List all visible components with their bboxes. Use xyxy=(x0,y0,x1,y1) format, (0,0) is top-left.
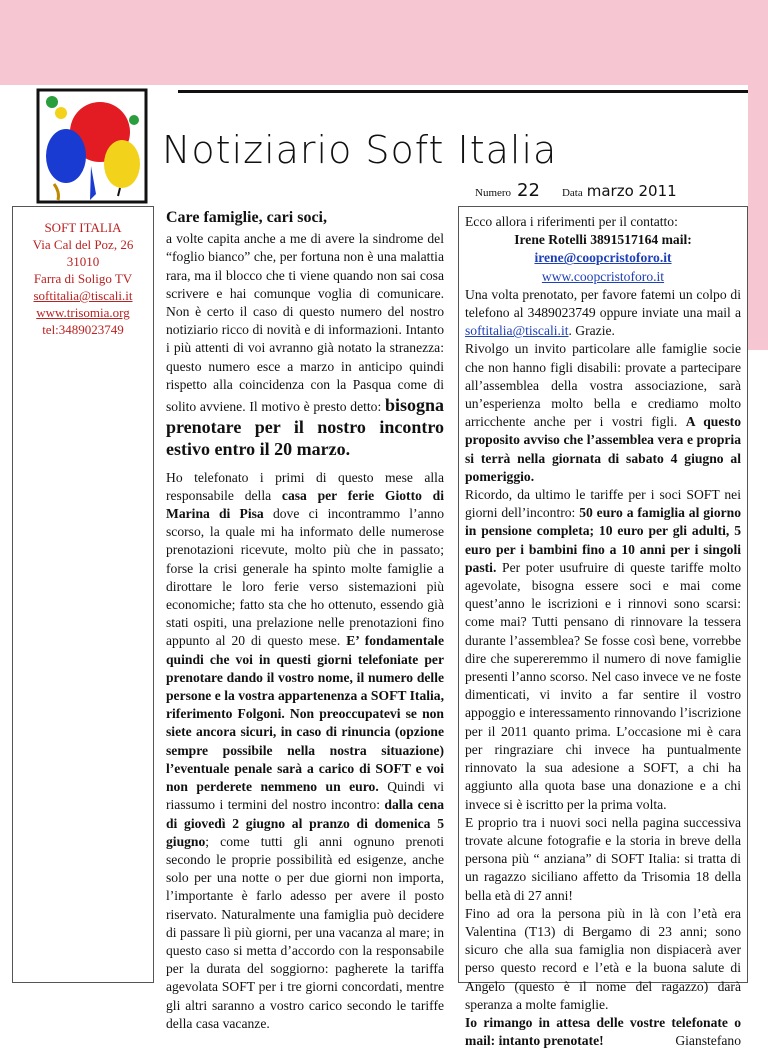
paragraph-invite: Rivolgo un invito particolare alle famiglie socie che non hanno figli disabili: provate a partecipare all’assemblea della vostra associazione, sarà un’esperienza molto bella e crediamo molto arricchente anche per i vostri figli. A questo proposito avviso che l’assemblea vera e propria si terrà nella giornata di sabato 4 giugno al pomeriggio. xyxy=(465,341,741,484)
numero-label: Numero xyxy=(475,187,512,199)
contact-web-line xyxy=(465,268,741,286)
org-name: SOFT ITALIA xyxy=(44,220,122,235)
paragraph-rates: Ricordo, da ultimo le tariffe per i soci SOFT nei giorni dell’incontro: 50 euro a famiglia al giorno in pensione completa; 10 euro per gli adulti, 5 euro per i bambini fino a 10 anni per i singoli pasti. Per poter usufruire di queste tariffe molto agevolate, bisogna essere soci e mai come quest’anno le iscrizioni e i rinnovi sono scarsi: come mai? Tutti pensano di rinnovare la tessera durante l’assemblea? Se fosse così bene, vorrebbe dire che supereremmo il numero di nove famiglie presenti l’anno scorso. Nel caso invece ve ne foste dimenticati, vi invito a far sentire il vostro appoggio e interessamento rinnovando l’iscrizione per il 2011 quanto prima. L’occasione mi è cara per ringraziare chi invece ha puntualmente rinnovato la sua adesione a SOFT, a chi ha aggiunto alla quota base una donazione e a chi invece si è iscritto per la prima volta. xyxy=(465,487,742,812)
sidebar-email-link[interactable]: softitalia@tiscali.it xyxy=(33,288,133,303)
paragraph-booking: Ho telefonato i primi di questo mese alla responsabile della casa per ferie Giotto di Marina di Pisa dove ci incontrammo l’anno scorso, la quale mi ha informato delle numerose prenotazioni ricevute, molto più che in passato; forse la crisi generale ha spinto molte famiglie a dirottare le loro ferie verso sistemazioni più economiche; fatto sta che ho ottenuto, essendo già stati ospiti, una prelazione nelle prenotazioni fino appunto al 20 di questo mese. E’ fondamentale quindi che voi in questi giorni telefoniate per prenotare dando il vostro nome, il numero delle persone e la vostra appartenenza a SOFT Italia, riferimento Folgoni. Non preoccupatevi se non siete ancora sicuri, in caso di rinuncia (opzione sempre possibile nella nostra situazione) l’eventuale penale sarà a carico di SOFT e voi non perderete nemmeno un euro. Quindi vi riassumo i termini del nostro incontro: dalla cena di giovedì 2 giugno al pranzo di domenica 5 giugno; come tutti gli anni ognuno prenoti secondo le proprie possibilità ed esigenze, anche solo per una notte o per due giorni non importa, l’importante è farlo adesso per avere il posto riservato. Naturalmente una famiglia può decidere di passare lì più giorni, per una vacanza al mare; in questo caso si metta d’accordo con la responsabile per la durata del soggiorno: pagherete la tariffa agevolata SOFT per i tre giorni concordati, mentre gli altri saranno a vostro carico secondo le tariffe della casa vacanze. xyxy=(166,469,444,1031)
article-column-left xyxy=(160,206,450,1031)
paragraph-intro: a volte capita anche a me di avere la sindrome del “foglio bianco” che, per fortuna non è una malattia rara, ma il blocco che ti viene quando non sai cosa scrivere e hai comunque voglia di comunicare. Non è certo il caso di questo numero del nostro notiziario ricco di novità e di informazioni. Intanto i più attenti di voi avranno già notato la stranezza: questo numero esce a marzo in anticipo quindi rispetto alla coincidenza con la Pasqua come di solito avviene. Il motivo è presto detto: bisogna prenotare per il nostro incontro estivo entro il 20 marzo. xyxy=(166,231,444,460)
contact-email-link[interactable]: irene@coopcristoforo.it xyxy=(534,250,672,266)
numero-value: 22 xyxy=(517,180,540,201)
paragraph-record: Fino ad ora la persona più in là con l’età era Valentina (T13) di Bergamo di 23 anni; sono sicuro che alla sua famiglia non dispiacerà aver perso questo record e l’età e la buona salute di Angelo (questo è il nome del ragazzo) darà speranza a molte famiglie. xyxy=(465,905,741,1012)
zip: 31010 xyxy=(66,254,100,269)
balloons-icon xyxy=(36,88,148,204)
telephone: tel:3489023749 xyxy=(42,322,124,337)
address: Via Cal del Poz, 26 xyxy=(32,237,134,252)
side-band xyxy=(748,85,768,350)
contact-person: Irene Rotelli 3891517164 mail: xyxy=(514,232,692,248)
sidebar-web-link[interactable]: www.trisomia.org xyxy=(36,305,130,320)
contact-mail-line xyxy=(465,249,741,267)
signature: Gianstefano xyxy=(675,1033,741,1049)
header-rule xyxy=(178,90,748,93)
contact-intro: Ecco allora i riferimenti per il contatto: xyxy=(465,214,678,229)
paragraph-confirm: Una volta prenotato, per favore fatemi un colpo di telefono al 3489023749 oppure inviate una mail a softitalia@tiscali.it. Grazie. xyxy=(465,286,741,339)
newsletter-title: Notiziario Soft Italia xyxy=(162,128,558,172)
data-value: marzo 2011 xyxy=(586,182,677,200)
data-label: Data xyxy=(561,187,583,199)
sidebar-contacts xyxy=(12,206,154,983)
city: Farra di Soligo TV xyxy=(33,271,133,286)
header-band xyxy=(0,0,768,85)
salutation: Care famiglie, cari soci, xyxy=(166,209,327,226)
softitalia-email-link[interactable]: softitalia@tiscali.it xyxy=(465,323,569,339)
booking-deadline: bisogna prenotare per il nostro incontro estivo entro il 20 marzo. xyxy=(166,395,444,460)
issue-info xyxy=(475,180,677,201)
article-column-right xyxy=(458,206,748,1049)
paragraph-new-members: E proprio tra i nuovi soci nella pagina successiva trovate alcune fotografie e la storia in breve della persona più “ anziana” di SOFT Italia: si tratta di un ragazzo siciliano affetto da Trisomia 18 della bella età di 27 anni! xyxy=(465,814,741,903)
contact-web-link[interactable]: www.coopcristoforo.it xyxy=(541,268,665,284)
closing: Io rimango in attesa delle vostre telefonate o mail: intanto prenotate! Gianstefano xyxy=(465,1014,741,1050)
